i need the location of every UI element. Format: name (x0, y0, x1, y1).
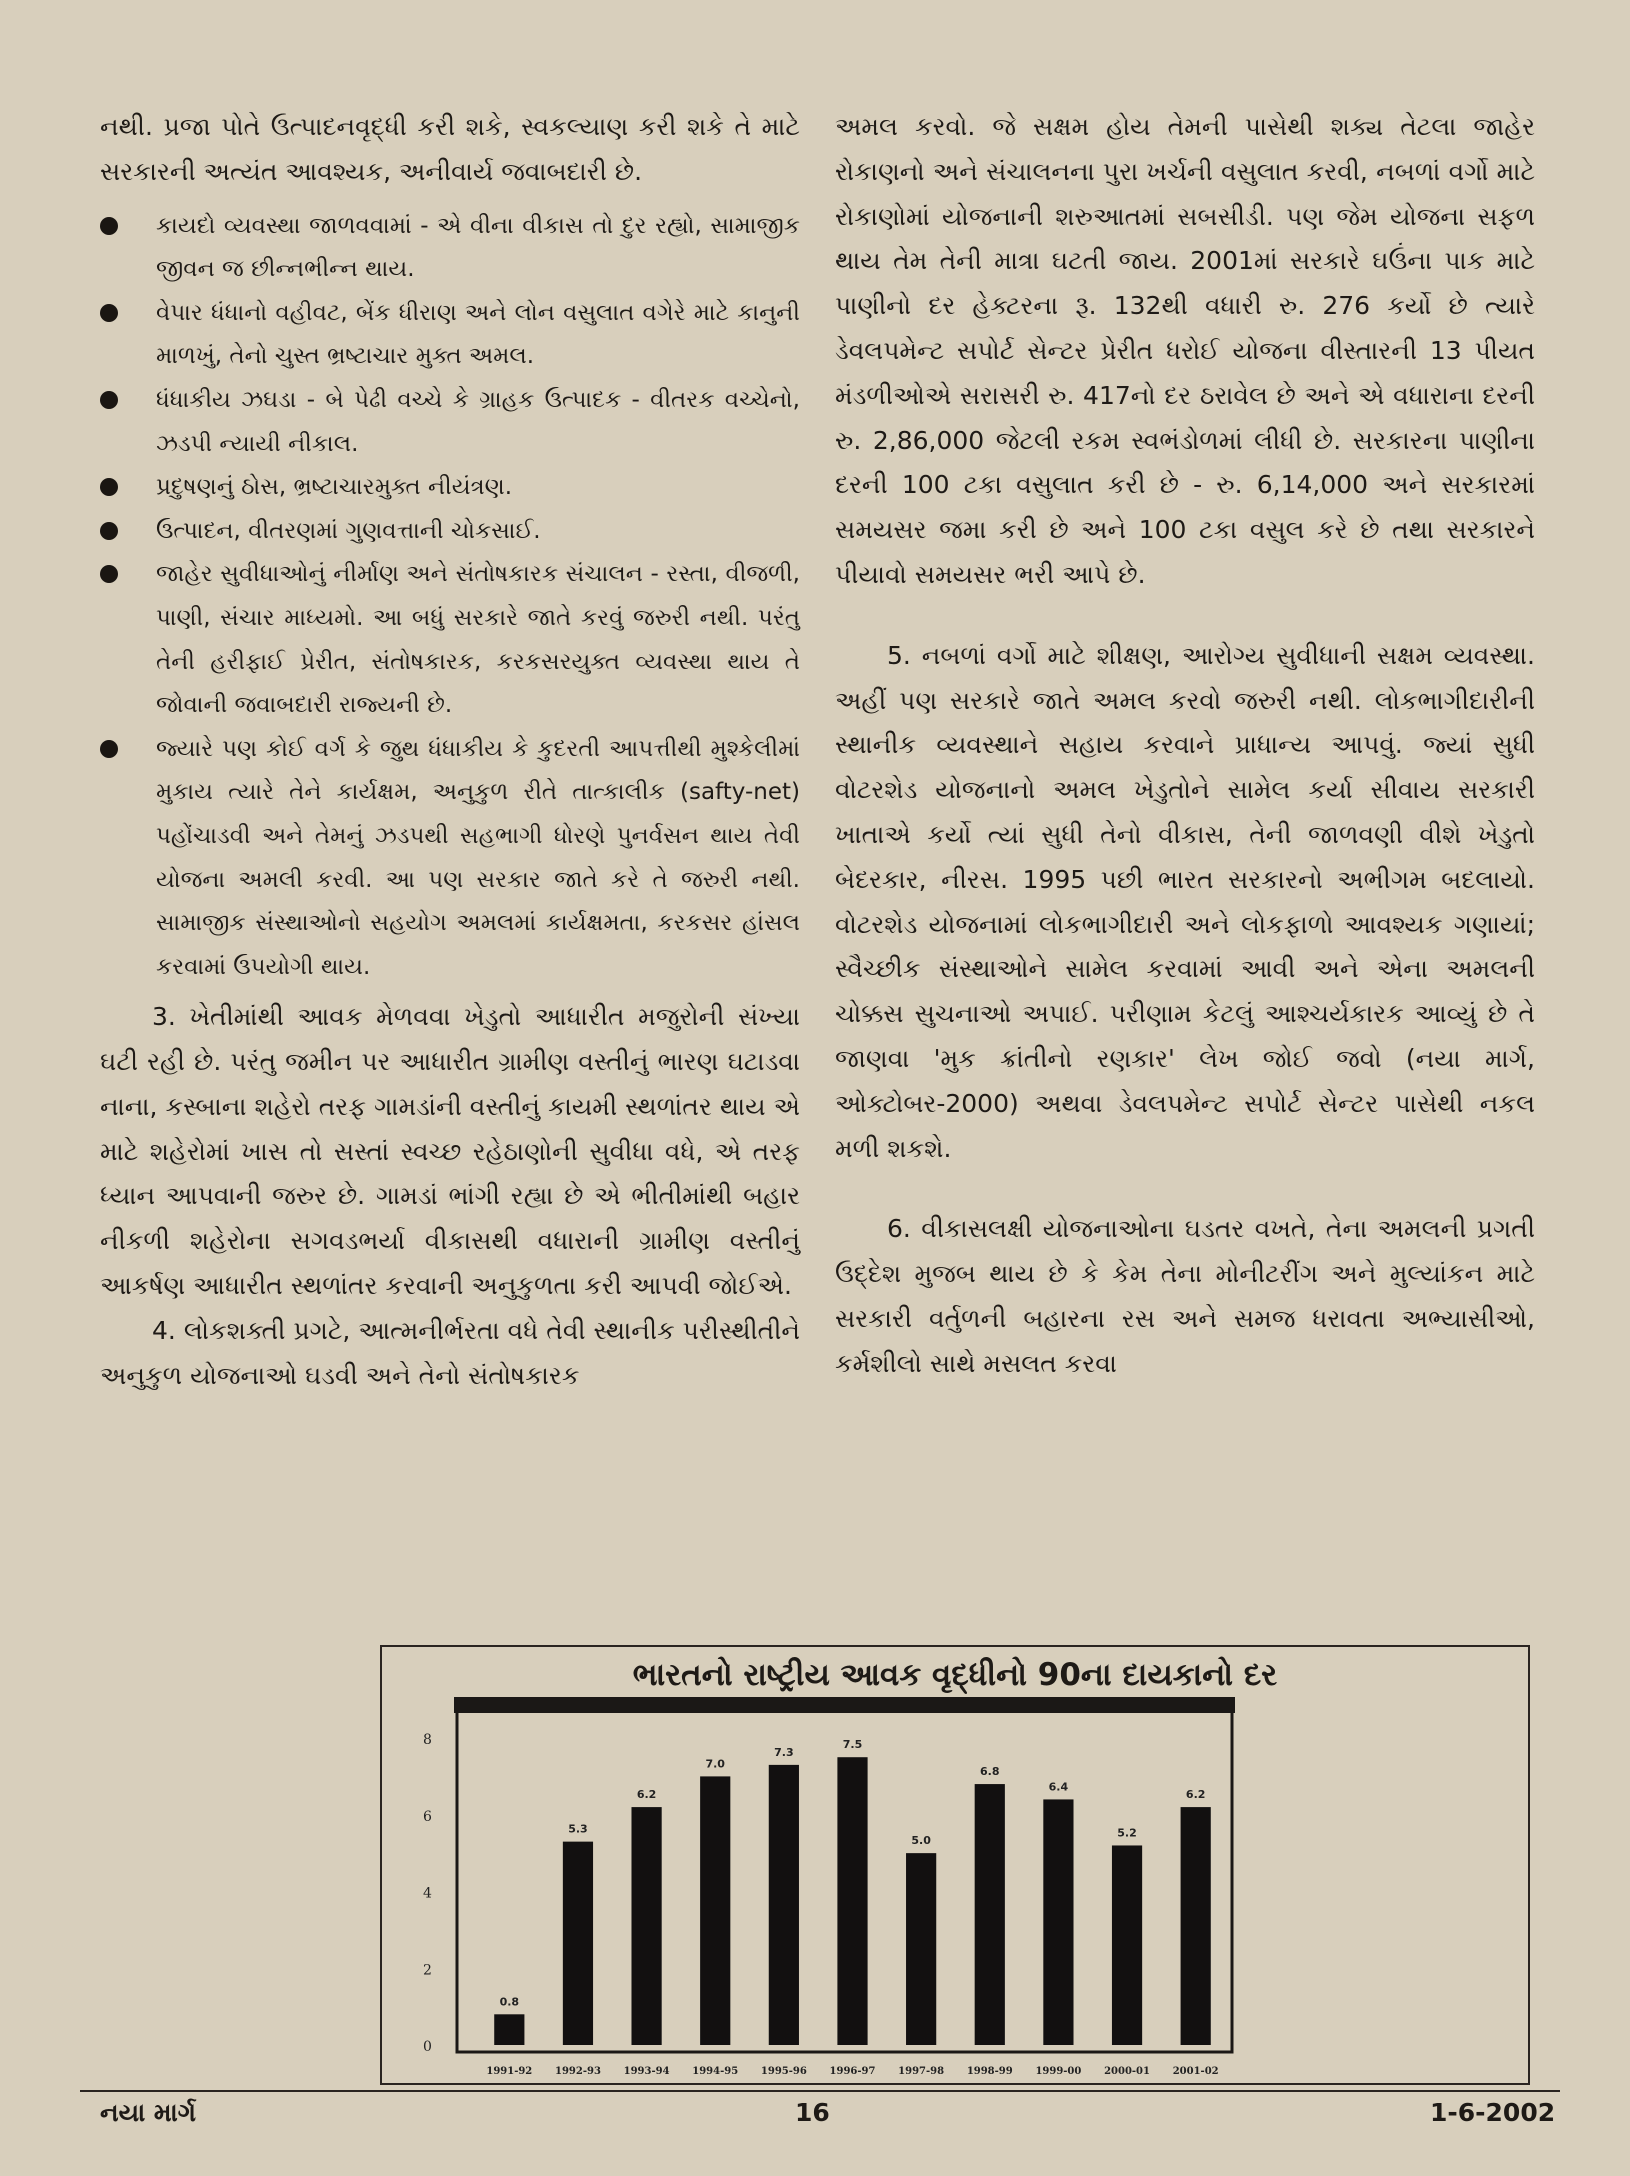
bar-value-label: 6.4 (1048, 1780, 1069, 1794)
bar (700, 1776, 730, 2045)
x-tick-label: 1999-00 (1035, 2066, 1082, 2077)
intro-paragraph: નથી. પ્રજા પોતે ઉત્પાદનવૃદ્ધી કરી શકે, સ્વકલ્યાણ કરી શકે તે માટે સરકારની અત્યંત આવશ્યક, અનીવાર્ય જવાબદારી છે. (100, 112, 800, 186)
bullet-text: કાયદો વ્યવસ્થા જાળવવામાં - એ વીના વીકાસ તો દુર રહ્યો, સામાજીક જીવન જ છીન્નભીન્ન થાય. (156, 212, 800, 283)
bar-value-label: 6.8 (980, 1765, 1000, 1779)
bullet-icon (100, 217, 118, 235)
chart-title: ભારતનો રાષ્ટ્રીય આવક વૃદ્ધીનો 90ના દાયકાનો દર (632, 1657, 1278, 1693)
bullet-item (100, 553, 800, 727)
y-tick-label: 6 (423, 1808, 432, 1825)
bar (906, 1853, 936, 2045)
paragraph-6: 6. વીકાસલક્ષી યોજનાઓના ઘડતર વખતે, તેના અમલની પ્રગતી ઉદ્દેશ મુજબ થાય છે કે કેમ તેના મોનીટરીંગ અને મુલ્યાંકન માટે સરકારી વર્તુળની બહારના રસ અને સમજ ધરાવતા અભ્યાસીઓ, કર્મશીલો સાથે મસલત કરવા (835, 1214, 1535, 1378)
y-tick-label: 2 (423, 1962, 432, 1979)
bar (769, 1765, 799, 2045)
bar-value-label: 6.2 (636, 1788, 657, 1802)
bar (631, 1807, 661, 2045)
issue-date: 1-6-2002 (1430, 2098, 1556, 2127)
bullet-item (100, 728, 800, 990)
bullet-item (100, 466, 800, 510)
bar-value-label: 7.3 (774, 1745, 794, 1759)
bar-value-label: 7.5 (842, 1738, 863, 1752)
x-tick-label: 1993-94 (623, 2066, 670, 2077)
x-tick-label: 2000-01 (1104, 2066, 1150, 2077)
bar (494, 2014, 524, 2045)
bar-value-label: 5.3 (568, 1822, 588, 1836)
bullet-item (100, 510, 800, 554)
bullet-list (100, 205, 800, 990)
bullet-text: ધંધાકીય ઝઘડા - બે પેઢી વચ્ચે કે ગ્રાહક ઉત્પાદક - વીતરક વચ્ચેનો, ઝડપી ન્યાયી નીકાલ. (156, 386, 800, 457)
x-tick-label: 1992-93 (555, 2066, 601, 2077)
x-tick-label: 1994-95 (692, 2066, 739, 2077)
x-tick-label: 2001-02 (1172, 2066, 1219, 2077)
page-number: 16 (795, 2098, 830, 2127)
bullet-text: ઉત્પાદન, વીતરણમાં ગુણવત્તાની ચોકસાઈ. (156, 517, 541, 544)
y-tick-label: 0 (423, 2039, 432, 2055)
left-column (100, 105, 800, 1398)
x-tick-label: 1997-98 (898, 2066, 945, 2077)
y-tick-label: 4 (423, 1885, 432, 1902)
x-tick-label: 1996-97 (829, 2066, 876, 2077)
bar (563, 1842, 593, 2045)
bullet-icon (100, 304, 118, 322)
bullet-text: વેપાર ધંધાનો વહીવટ, બેંક ધીરાણ અને લોન વસુલાત વગેરે માટે કાનુની માળખું, તેનો ચુસ્ત ભ્રષ્ટાચાર મુક્ત અમલ. (156, 299, 800, 370)
bar-value-label: 5.2 (1117, 1826, 1137, 1840)
bar-value-label: 5.0 (911, 1834, 931, 1848)
paragraph-4: 4. લોકશક્તી પ્રગટે, આત્મનીર્ભરતા વધે તેવી સ્થાનીક પરીસ્થીતીને અનુકુળ યોજનાઓ ઘડવી અને તેનો સંતોષકારક (100, 1315, 800, 1390)
bullet-icon (100, 565, 118, 583)
bar (1112, 1845, 1142, 2045)
bullet-text: જાહેર સુવીધાઓનું નીર્માણ અને સંતોષકારક સંચાલન - રસ્તા, વીજળી, પાણી, સંચાર માધ્યમો. આ બધું સરકારે જાતે કરવું જરુરી નથી. પરંતુ તેની હરીફાઈ પ્રેરીત, સંતોષકારક, કરકસરયુક્ત વ્યવસ્થા થાય તે જોવાની જવાબદારી રાજ્યની છે. (156, 561, 800, 719)
bar-value-label: 0.8 (499, 1995, 520, 2009)
bullet-item (100, 379, 800, 466)
right-column (835, 105, 1535, 1387)
bar (975, 1784, 1005, 2045)
paragraph-3: 3. ખેતીમાંથી આવક મેળવવા ખેડુતો આધારીત મજુરોની સંખ્યા ઘટી રહી છે. પરંતુ જમીન પર આધારીત ગ્રામીણ વસ્તીનું ભારણ ઘટાડવા નાના, કસ્બાના શહેરો તરફ ગામડાંની વસ્તીનું કાયમી સ્થળાંતર થાય એ માટે શહેરોમાં ખાસ તો સસ્તાં સ્વચ્છ રહેઠાણોની સુવીધા વધે, એ તરફ ધ્યાન આપવાની જરુર છે. ગામડાં ભાંગી રહ્યા છે એ ભીતીમાંથી બહાર નીકળી શહેરોના સગવડભર્યા વીકાસથી વધારાની ગ્રામીણ વસ્તીનું આકર્ષણ આધારીત સ્થળાંતર કરવાની અનુકુળતા કરી આપવી જોઈએ. (100, 1002, 800, 1301)
bullet-item (100, 205, 800, 292)
bullet-text: પ્રદુષણનું ઠોસ, ભ્રષ્ટાચારમુક્ત નીયંત્રણ. (156, 474, 513, 501)
footer-rule (80, 2090, 1560, 2092)
bullet-item (100, 292, 800, 379)
magazine-name: નયા માર્ગ (100, 2098, 196, 2127)
bar (1181, 1807, 1211, 2045)
bar (1043, 1799, 1073, 2045)
x-tick-label: 1995-96 (760, 2066, 807, 2077)
paragraph-5: 5. નબળાં વર્ગો માટે શીક્ષણ, આરોગ્ય સુવીધાની સક્ષમ વ્યવસ્થા. અહીં પણ સરકારે જાતે અમલ કરવો જરુરી નથી. લોકભાગીદારીની સ્થાનીક વ્યવસ્થાને સહાય કરવાને પ્રાધાન્ય આપવું. જ્યાં સુધી વોટરશેડ યોજનાનો અમલ ખેડુતોને સામેલ કર્યા સીવાય સરકારી ખાતાએ કર્યો ત્યાં સુધી તેનો વીકાસ, તેની જાળવણી વીશે ખેડુતો બેદરકાર, નીરસ. 1995 પછી ભારત સરકારનો અભીગમ બદલાયો. વોટરશેડ યોજનામાં લોકભાગીદારી અને લોકફાળો આવશ્યક ગણાયાં; સ્વૈચ્છીક સંસ્થાઓને સામેલ કરવામાં આવી અને એના અમલની ચોક્કસ સુચનાઓ અપાઈ. પરીણામ કેટલું આશ્ચર્યકારક આવ્યું છે તે જાણવા 'મુક ક્રાંતીનો રણકાર' લેખ જોઈ જવો (નયા માર્ગ, ઓક્ટોબર-2000) અથવા ડેવલપમેન્ટ સપોર્ટ સેન્ટર પાસેથી નકલ મળી શકશે. (835, 640, 1535, 1163)
income-growth-chart (380, 1645, 1530, 2085)
bar (837, 1757, 867, 2045)
chart-top-band (454, 1697, 1235, 1713)
x-tick-label: 1998-99 (966, 2066, 1013, 2077)
y-tick-label: 8 (423, 1732, 432, 1749)
x-tick-label: 1991-92 (486, 2066, 533, 2077)
bullet-icon (100, 391, 118, 409)
bar-value-label: 6.2 (1185, 1788, 1206, 1802)
bullet-text: જ્યારે પણ કોઈ વર્ગ કે જુથ ધંધાકીય કે કુદરતી આપત્તીથી મુશ્કેલીમાં મુકાય ત્યારે તેને કાર્યક્ષમ, અનુકુળ રીતે તાત્કાલીક (safty-net) પહોંચાડવી અને તેમનું ઝડપથી સહભાગી ધોરણે પુનર્વસન થાય તેવી યોજના અમલી કરવી. આ પણ સરકાર જાતે કરે તે જરુરી નથી. સામાજીક સંસ્થાઓનો સહયોગ અમલમાં કાર્યક્ષમતા, કરકસર હાંસલ કરવામાં ઉપયોગી થાય. (156, 735, 800, 980)
chart-plot (382, 1647, 1528, 2083)
bar-value-label: 7.0 (705, 1757, 725, 1771)
bullet-icon (100, 740, 118, 758)
paragraph-4-continued: અમલ કરવો. જે સક્ષમ હોય તેમની પાસેથી શક્ય તેટલા જાહેર રોકાણનો અને સંચાલનના પુરા ખર્ચની વસુલાત કરવી, નબળાં વર્ગો માટે રોકાણોમાં યોજનાની શરુઆતમાં સબસીડી. પણ જેમ યોજના સફળ થાય તેમ તેની માત્રા ઘટતી જાય. 2001માં સરકારે ઘઉંના પાક માટે પાણીનો દર હેક્ટરના રૂ. 132થી વધારી રુ. 276 કર્યો છે ત્યારે ડેવલપમેન્ટ સપોર્ટ સેન્ટર પ્રેરીત ધરોઈ યોજના વીસ્તારની 13 પીયત મંડળીઓએ સરાસરી રુ. 417નો દર ઠરાવેલ છે અને એ વધારાના દરની રુ. 2,86,000 જેટલી રકમ સ્વભંડોળમાં લીધી છે. સરકારના પાણીના દરની 100 ટકા વસુલાત કરી છે - રુ. 6,14,000 અને સરકારમાં સમયસર જમા કરી છે અને 100 ટકા વસુલ કરે છે તથા સરકારને પીયાવો સમયસર ભરી આપે છે. (835, 112, 1535, 589)
bullet-icon (100, 522, 118, 540)
bullet-icon (100, 478, 118, 496)
